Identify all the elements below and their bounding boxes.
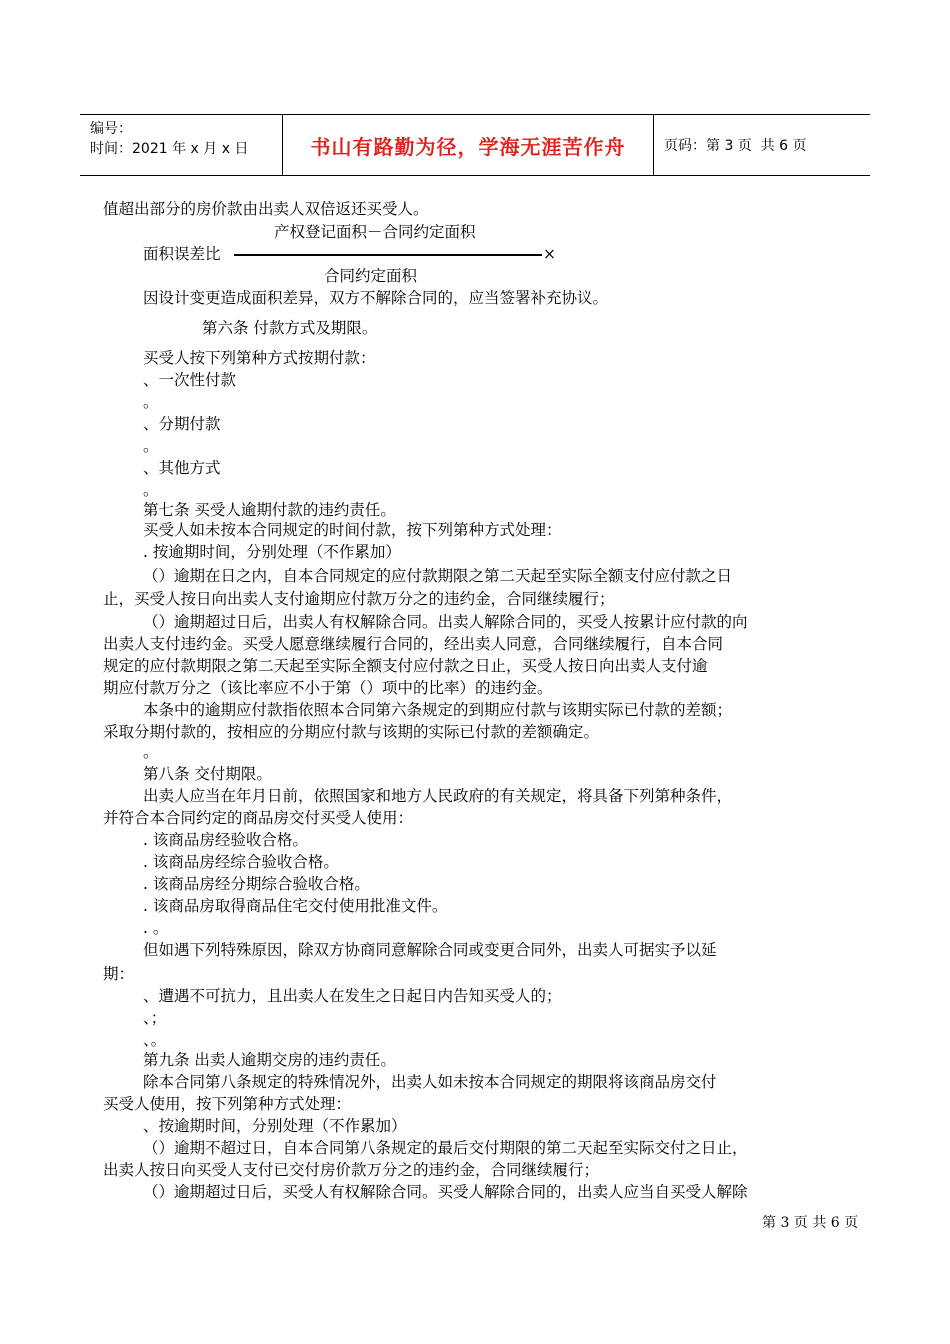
text-line: 止，买受人按日向出卖人支付逾期应付款万分之的违约金，合同继续履行； [103, 590, 615, 608]
fraction-bar [234, 254, 542, 256]
formula-label: 面积误差比 [143, 245, 221, 263]
text-line: . 该商品房取得商品住宅交付使用批准文件。 [143, 897, 448, 915]
text-line: 。 [143, 743, 159, 761]
text-line: 采取分期付款的，按相应的分期应付款与该期的实际已付款的差额确定。 [103, 723, 600, 741]
document-number: 编号： [90, 121, 132, 137]
text-line: 除本合同第八条规定的特殊情况外，出卖人如未按本合同规定的期限将该商品房交付 [143, 1073, 717, 1091]
article-heading: 第九条 出卖人逾期交房的违约责任。 [143, 1051, 396, 1069]
text-line: . 按逾期时间，分别处理（不作累加） [143, 543, 401, 561]
text-line: 、遭遇不可抗力，且出卖人在发生之日起日内告知买受人的； [143, 987, 562, 1005]
text-line: （）逾期不超过日，自本合同第八条规定的最后交付期限的第二天起至实际交付之日止， [143, 1139, 748, 1157]
header-motto: 书山有路勤为径，学海无涯苦作舟 [310, 134, 626, 159]
text-line: 买受人如未按本合同规定的时间付款，按下列第种方式处理： [143, 521, 562, 539]
text-line: 并符合本合同约定的商品房交付买受人使用： [103, 809, 414, 827]
article-heading: 第八条 交付期限。 [143, 765, 272, 783]
text-line: （）逾期超过日后，出卖人有权解除合同。出卖人解除合同的，买受人按累计应付款的向 [143, 613, 748, 631]
header-motto-cell [282, 115, 654, 175]
text-line: 、一次性付款 [143, 371, 237, 389]
text-line: 、其他方式 [143, 459, 221, 477]
text-line: . 该商品房经验收合格。 [143, 831, 308, 849]
text-line: 出卖人应当在年月日前，依照国家和地方人民政府的有关规定，将具备下列第种条件， [143, 787, 733, 805]
text-line: （）逾期超过日后，买受人有权解除合同。买受人解除合同的，出卖人应当自买受人解除 [143, 1183, 748, 1201]
header-info-cell [80, 115, 282, 175]
text-line: 、分期付款 [143, 415, 221, 433]
text-line: 因设计变更造成面积差异，双方不解除合同的，应当签署补充协议。 [143, 289, 609, 307]
formula-denominator: 合同约定面积 [324, 267, 418, 285]
text-line: 期应付款万分之（该比率应不小于第（）项中的比率）的违约金。 [103, 679, 553, 697]
header-page-cell [654, 115, 870, 175]
document-time: 时间：2021 年 x 月 x 日 [90, 141, 249, 157]
formula-multiply: × [543, 245, 556, 263]
text-line: 。 [143, 393, 159, 411]
text-line: 、按逾期时间，分别处理（不作累加） [143, 1117, 407, 1135]
page-header [80, 114, 870, 176]
page-footer: 第 3 页 共 6 页 [762, 1215, 859, 1231]
formula-numerator: 产权登记面积－合同约定面积 [274, 223, 476, 241]
text-line: 、。 [143, 1031, 167, 1049]
text-line: 本条中的逾期应付款指依照本合同第六条规定的到期应付款与该期实际已付款的差额； [143, 701, 733, 719]
text-line: 、； [143, 1009, 167, 1027]
text-line: 买受人按下列第种方式按期付款： [143, 349, 376, 367]
text-line: 。 [143, 437, 159, 455]
header-page-number: 页码：第 3 页 共 6 页 [664, 138, 807, 154]
text-line: 规定的应付款期限之第二天起至实际全额支付应付款之日止，买受人按日向出卖人支付逾 [103, 657, 708, 675]
text-line: 值超出部分的房价款由出卖人双倍返还买受人。 [103, 200, 429, 218]
article-heading: 第六条 付款方式及期限。 [202, 319, 378, 337]
text-line: （）逾期在日之内，自本合同规定的应付款期限之第二天起至实际全额支付应付款之日 [143, 567, 733, 585]
text-line: . 该商品房经综合验收合格。 [143, 853, 339, 871]
text-line: . 。 [143, 919, 169, 937]
text-line: 。 [143, 481, 159, 499]
article-heading: 第七条 买受人逾期付款的违约责任。 [143, 501, 396, 519]
text-line: 出卖人支付违约金。买受人愿意继续履行合同的，经出卖人同意，合同继续履行，自本合同 [103, 635, 724, 653]
text-line: 但如遇下列特殊原因，除双方协商同意解除合同或变更合同外，出卖人可据实予以延 [143, 941, 717, 959]
text-line: 期： [103, 965, 135, 983]
text-line: . 该商品房经分期综合验收合格。 [143, 875, 370, 893]
text-line: 买受人使用，按下列第种方式处理： [103, 1095, 352, 1113]
text-line: 出卖人按日向买受人支付已交付房价款万分之的违约金，合同继续履行； [103, 1161, 600, 1179]
